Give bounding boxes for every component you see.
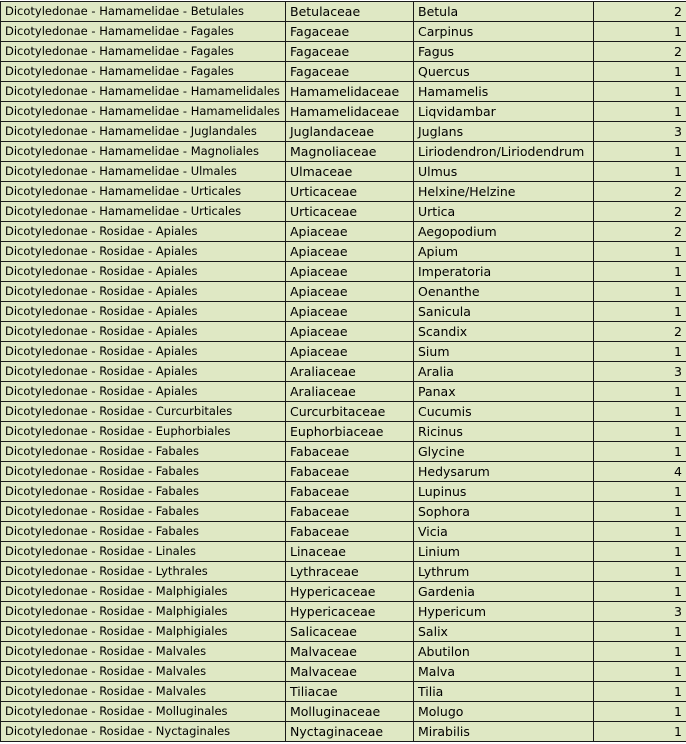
count-cell[interactable]: 1 — [594, 522, 686, 542]
count-cell[interactable]: 1 — [594, 162, 686, 182]
family-cell[interactable]: Urticaceae — [286, 202, 414, 222]
count-cell[interactable]: 1 — [594, 482, 686, 502]
taxon-cell[interactable]: Dicotyledonae - Rosidae - Apiales — [1, 342, 286, 362]
count-cell[interactable]: 2 — [594, 322, 686, 342]
table-row — [1, 362, 686, 382]
genus-cell[interactable]: Helxine/Helzine — [414, 182, 594, 202]
taxon-cell[interactable]: Dicotyledonae - Rosidae - Apiales — [1, 262, 286, 282]
count-cell[interactable]: 1 — [594, 502, 686, 522]
family-cell[interactable]: Apiaceae — [286, 262, 414, 282]
family-cell[interactable]: Salicaceae — [286, 622, 414, 642]
taxon-cell[interactable]: Dicotyledonae - Rosidae - Lythrales — [1, 562, 286, 582]
taxon-cell[interactable]: Dicotyledonae - Rosidae - Linales — [1, 542, 286, 562]
count-cell[interactable]: 1 — [594, 82, 686, 102]
family-cell[interactable]: Ulmaceae — [286, 162, 414, 182]
family-cell[interactable]: Linaceae — [286, 542, 414, 562]
genus-cell[interactable]: Cucumis — [414, 402, 594, 422]
genus-cell[interactable]: Vicia — [414, 522, 594, 542]
family-cell[interactable]: Apiaceae — [286, 282, 414, 302]
genus-cell[interactable]: Liriodendron/Liriodendrum — [414, 142, 594, 162]
taxon-cell[interactable]: Dicotyledonae - Rosidae - Malphigiales — [1, 622, 286, 642]
family-cell[interactable]: Hamamelidaceae — [286, 102, 414, 122]
family-cell[interactable]: Malvaceae — [286, 642, 414, 662]
genus-cell[interactable]: Hedysarum — [414, 462, 594, 482]
family-cell[interactable]: Fabaceae — [286, 502, 414, 522]
count-cell[interactable]: 1 — [594, 622, 686, 642]
family-cell[interactable]: Fabaceae — [286, 522, 414, 542]
count-cell[interactable]: 1 — [594, 382, 686, 402]
taxon-cell[interactable]: Dicotyledonae - Hamamelidae - Urticales — [1, 182, 286, 202]
table-row — [1, 242, 686, 262]
table-row — [1, 222, 686, 242]
count-cell[interactable]: 2 — [594, 202, 686, 222]
taxon-cell[interactable]: Dicotyledonae - Rosidae - Molluginales — [1, 702, 286, 722]
count-cell[interactable]: 1 — [594, 102, 686, 122]
genus-cell[interactable]: Hypericum — [414, 602, 594, 622]
genus-cell[interactable]: Imperatoria — [414, 262, 594, 282]
taxon-cell[interactable]: Dicotyledonae - Hamamelidae - Ulmales — [1, 162, 286, 182]
genus-cell[interactable]: Gardenia — [414, 582, 594, 602]
taxon-cell[interactable]: Dicotyledonae - Rosidae - Apiales — [1, 242, 286, 262]
count-cell[interactable]: 1 — [594, 542, 686, 562]
taxon-cell[interactable]: Dicotyledonae - Rosidae - Malvales — [1, 662, 286, 682]
taxon-cell[interactable]: Dicotyledonae - Rosidae - Fabales — [1, 442, 286, 462]
taxon-cell[interactable]: Dicotyledonae - Rosidae - Malvales — [1, 682, 286, 702]
table-row — [1, 402, 686, 422]
genus-cell[interactable]: Panax — [414, 382, 594, 402]
count-cell[interactable]: 1 — [594, 262, 686, 282]
table-row — [1, 322, 686, 342]
count-cell[interactable]: 2 — [594, 182, 686, 202]
family-cell[interactable]: Lythraceae — [286, 562, 414, 582]
count-cell[interactable]: 1 — [594, 442, 686, 462]
table-row — [1, 642, 686, 662]
table-row — [1, 522, 686, 542]
count-cell[interactable]: 1 — [594, 722, 686, 742]
count-cell[interactable]: 2 — [594, 2, 686, 22]
family-cell[interactable]: Magnoliaceae — [286, 142, 414, 162]
table-row — [1, 422, 686, 442]
count-cell[interactable]: 1 — [594, 302, 686, 322]
table-row — [1, 82, 686, 102]
family-cell[interactable]: Fagaceae — [286, 62, 414, 82]
taxon-cell[interactable]: Dicotyledonae - Rosidae - Fabales — [1, 522, 286, 542]
count-cell[interactable]: 1 — [594, 402, 686, 422]
count-cell[interactable]: 3 — [594, 602, 686, 622]
taxon-cell[interactable]: Dicotyledonae - Hamamelidae - Juglandales — [1, 122, 286, 142]
taxon-cell[interactable]: Dicotyledonae - Hamamelidae - Hamamelidales — [1, 82, 286, 102]
table-row — [1, 142, 686, 162]
count-cell[interactable]: 1 — [594, 682, 686, 702]
genus-cell[interactable]: Liqvidambar — [414, 102, 594, 122]
genus-cell[interactable]: Glycine — [414, 442, 594, 462]
family-cell[interactable]: Urticaceae — [286, 182, 414, 202]
table-row — [1, 42, 686, 62]
taxon-cell[interactable]: Dicotyledonae - Rosidae - Nyctaginales — [1, 722, 286, 742]
table-row — [1, 162, 686, 182]
table-row — [1, 622, 686, 642]
count-cell[interactable]: 1 — [594, 562, 686, 582]
table-row — [1, 462, 686, 482]
family-cell[interactable]: Fagaceae — [286, 42, 414, 62]
family-cell[interactable]: Molluginaceae — [286, 702, 414, 722]
genus-cell[interactable]: Lythrum — [414, 562, 594, 582]
taxon-cell[interactable]: Dicotyledonae - Rosidae - Euphorbiales — [1, 422, 286, 442]
family-cell[interactable]: Fabaceae — [286, 442, 414, 462]
taxon-cell[interactable]: Dicotyledonae - Rosidae - Apiales — [1, 362, 286, 382]
table-row — [1, 2, 686, 22]
genus-cell[interactable]: Abutilon — [414, 642, 594, 662]
genus-cell[interactable]: Fagus — [414, 42, 594, 62]
taxon-cell[interactable]: Dicotyledonae - Hamamelidae - Hamamelidales — [1, 102, 286, 122]
table-row — [1, 282, 686, 302]
taxon-cell[interactable]: Dicotyledonae - Hamamelidae - Fagales — [1, 62, 286, 82]
genus-cell[interactable]: Quercus — [414, 62, 594, 82]
table-row — [1, 202, 686, 222]
family-cell[interactable]: Apiaceae — [286, 302, 414, 322]
table-row — [1, 702, 686, 722]
count-cell[interactable]: 2 — [594, 42, 686, 62]
taxon-cell[interactable]: Dicotyledonae - Rosidae - Fabales — [1, 482, 286, 502]
genus-cell[interactable]: Lupinus — [414, 482, 594, 502]
family-cell[interactable]: Hypericaceae — [286, 602, 414, 622]
table-row — [1, 722, 686, 742]
family-cell[interactable]: Hypericaceae — [286, 582, 414, 602]
family-cell[interactable]: Apiaceae — [286, 322, 414, 342]
family-cell[interactable]: Euphorbiaceae — [286, 422, 414, 442]
genus-cell[interactable]: Sophora — [414, 502, 594, 522]
count-cell[interactable]: 1 — [594, 142, 686, 162]
count-cell[interactable]: 1 — [594, 242, 686, 262]
genus-cell[interactable]: Betula — [414, 2, 594, 22]
taxon-cell[interactable]: Dicotyledonae - Hamamelidae - Magnoliales — [1, 142, 286, 162]
count-cell[interactable]: 4 — [594, 462, 686, 482]
count-cell[interactable]: 1 — [594, 342, 686, 362]
genus-cell[interactable]: Juglans — [414, 122, 594, 142]
table-row — [1, 102, 686, 122]
family-cell[interactable]: Nyctaginaceae — [286, 722, 414, 742]
count-cell[interactable]: 1 — [594, 702, 686, 722]
genus-cell[interactable]: Oenanthe — [414, 282, 594, 302]
taxon-cell[interactable]: Dicotyledonae - Rosidae - Apiales — [1, 302, 286, 322]
genus-cell[interactable]: Hamamelis — [414, 82, 594, 102]
table-row — [1, 482, 686, 502]
family-cell[interactable]: Malvaceae — [286, 662, 414, 682]
count-cell[interactable]: 1 — [594, 662, 686, 682]
taxon-cell[interactable]: Dicotyledonae - Rosidae - Apiales — [1, 222, 286, 242]
table-row — [1, 542, 686, 562]
taxon-cell[interactable]: Dicotyledonae - Rosidae - Apiales — [1, 322, 286, 342]
table-row — [1, 562, 686, 582]
genus-cell[interactable]: Ricinus — [414, 422, 594, 442]
genus-cell[interactable]: Linium — [414, 542, 594, 562]
genus-cell[interactable]: Sium — [414, 342, 594, 362]
taxon-cell[interactable]: Dicotyledonae - Rosidae - Apiales — [1, 282, 286, 302]
genus-cell[interactable]: Sanicula — [414, 302, 594, 322]
genus-cell[interactable]: Apium — [414, 242, 594, 262]
taxon-cell[interactable]: Dicotyledonae - Rosidae - Malvales — [1, 642, 286, 662]
count-cell[interactable]: 1 — [594, 422, 686, 442]
count-cell[interactable]: 3 — [594, 122, 686, 142]
table-row — [1, 662, 686, 682]
count-cell[interactable]: 1 — [594, 62, 686, 82]
taxon-cell[interactable]: Dicotyledonae - Hamamelidae - Fagales — [1, 42, 286, 62]
taxon-cell[interactable]: Dicotyledonae - Hamamelidae - Fagales — [1, 22, 286, 42]
genus-cell[interactable]: Molugo — [414, 702, 594, 722]
count-cell[interactable]: 1 — [594, 282, 686, 302]
count-cell[interactable]: 3 — [594, 362, 686, 382]
table-row — [1, 582, 686, 602]
family-cell[interactable]: Juglandaceae — [286, 122, 414, 142]
table-row — [1, 602, 686, 622]
family-cell[interactable]: Apiaceae — [286, 342, 414, 362]
count-cell[interactable]: 2 — [594, 222, 686, 242]
count-cell[interactable]: 1 — [594, 642, 686, 662]
taxon-cell[interactable]: Dicotyledonae - Rosidae - Curcurbitales — [1, 402, 286, 422]
table-row — [1, 182, 686, 202]
table-row — [1, 382, 686, 402]
taxon-cell[interactable]: Dicotyledonae - Hamamelidae - Betulales — [1, 2, 286, 22]
genus-cell[interactable]: Mirabilis — [414, 722, 594, 742]
table-row — [1, 502, 686, 522]
table-row — [1, 682, 686, 702]
genus-cell[interactable]: Tilia — [414, 682, 594, 702]
table-row — [1, 262, 686, 282]
family-cell[interactable]: Fabaceae — [286, 462, 414, 482]
genus-cell[interactable]: Carpinus — [414, 22, 594, 42]
taxonomy-table — [0, 1, 686, 742]
family-cell[interactable]: Tiliacae — [286, 682, 414, 702]
genus-cell[interactable]: Malva — [414, 662, 594, 682]
family-cell[interactable]: Araliaceae — [286, 382, 414, 402]
table-row — [1, 62, 686, 82]
family-cell[interactable]: Curcurbitaceae — [286, 402, 414, 422]
taxon-cell[interactable]: Dicotyledonae - Rosidae - Apiales — [1, 382, 286, 402]
table-row — [1, 342, 686, 362]
count-cell[interactable]: 1 — [594, 582, 686, 602]
genus-cell[interactable]: Aegopodium — [414, 222, 594, 242]
taxon-cell[interactable]: Dicotyledonae - Hamamelidae - Urticales — [1, 202, 286, 222]
count-cell[interactable]: 1 — [594, 22, 686, 42]
table-row — [1, 22, 686, 42]
genus-cell[interactable]: Scandix — [414, 322, 594, 342]
table-row — [1, 442, 686, 462]
table-row — [1, 122, 686, 142]
taxon-cell[interactable]: Dicotyledonae - Rosidae - Malphigiales — [1, 602, 286, 622]
genus-cell[interactable]: Ulmus — [414, 162, 594, 182]
family-cell[interactable]: Betulaceae — [286, 2, 414, 22]
family-cell[interactable]: Araliaceae — [286, 362, 414, 382]
family-cell[interactable]: Fagaceae — [286, 22, 414, 42]
taxon-cell[interactable]: Dicotyledonae - Rosidae - Fabales — [1, 502, 286, 522]
family-cell[interactable]: Fabaceae — [286, 482, 414, 502]
family-cell[interactable]: Apiaceae — [286, 242, 414, 262]
taxon-cell[interactable]: Dicotyledonae - Rosidae - Fabales — [1, 462, 286, 482]
family-cell[interactable]: Hamamelidaceae — [286, 82, 414, 102]
family-cell[interactable]: Apiaceae — [286, 222, 414, 242]
genus-cell[interactable]: Salix — [414, 622, 594, 642]
table-body — [1, 2, 686, 742]
table-row — [1, 302, 686, 322]
taxon-cell[interactable]: Dicotyledonae - Rosidae - Malphigiales — [1, 582, 286, 602]
genus-cell[interactable]: Urtica — [414, 202, 594, 222]
genus-cell[interactable]: Aralia — [414, 362, 594, 382]
